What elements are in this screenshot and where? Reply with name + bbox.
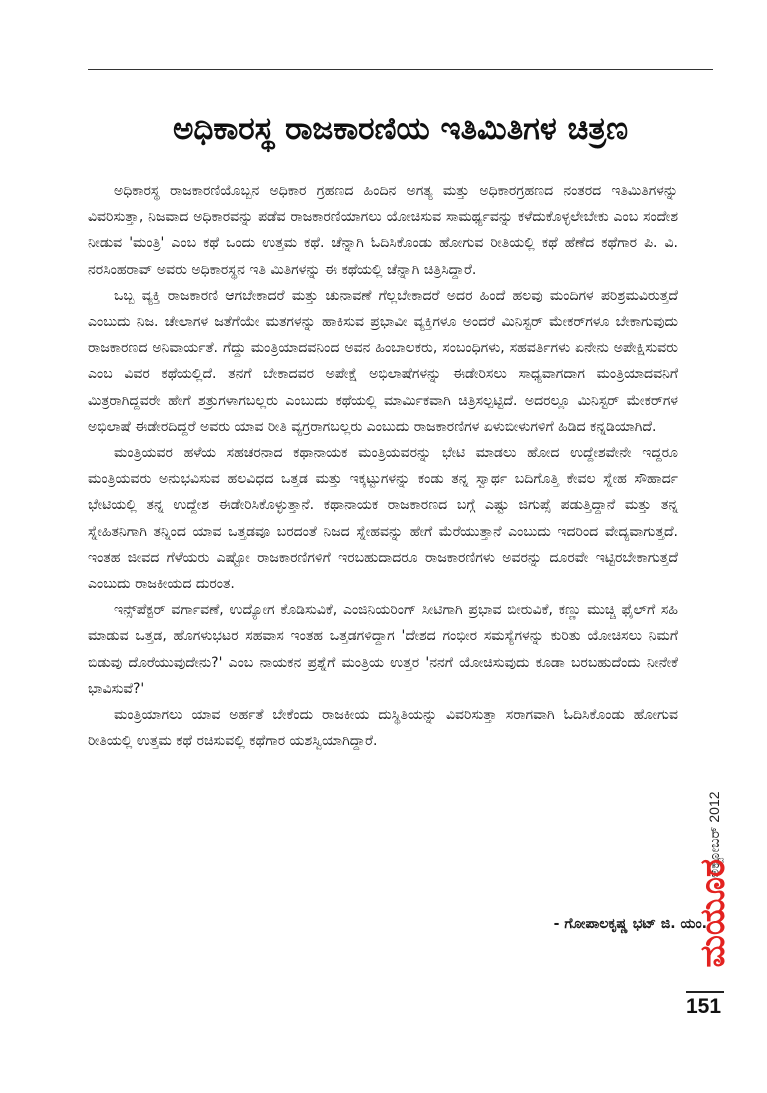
issue-date: ಅಕ್ಟೋಬರ್ 2012 (706, 791, 722, 878)
paragraph-1: ಅಧಿಕಾರಸ್ಥ ರಾಜಕಾರಣಿಯೊಬ್ಬನ ಅಧಿಕಾರ ಗ್ರಹಣದ ಹಿಂದಿನ ಅಗತ್ಯ ಮತ್ತು ಅಧಿಕಾರಗ್ರಹಣದ ನಂತರದ ಇತಿಮಿತಿಗಳನ್ನು ವಿವರಿಸುತ್ತಾ, ನಿಜವಾದ ಅಧಿಕಾರವನ್ನು ಪಡೆವ ರಾಜಕಾರಣಿಯಾಗಲು ಯೋಚಿಸುವ ಸಾಮರ್ಥ್ಯವನ್ನು ಕಳೆದುಕೊಳ್ಳಲೇಬೇಕು ಎಂಬ ಸಂದೇಶ ನೀಡುವ 'ಮಂತ್ರಿ' ಎಂಬ ಕಥೆ ಒಂದು ಉತ್ತಮ ಕಥೆ. ಚೆನ್ನಾಗಿ ಓದಿಸಿಕೊಂಡು ಹೋಗುವ ರೀತಿಯಲ್ಲಿ ಕಥೆ ಹೆಣೆದ ಕಥೆಗಾರ ಪಿ. ವಿ. ನರಸಿಂಹರಾವ್ ಅವರು ಅಧಿಕಾರಸ್ಥನ ಇತಿ ಮಿತಿಗಳನ್ನು ಈ ಕಥೆಯಲ್ಲಿ ಚೆನ್ನಾಗಿ ಚಿತ್ರಿಸಿದ್ದಾರೆ. (88, 183, 678, 278)
magazine-logo-text: ಮಯೂರ (693, 858, 733, 968)
magazine-logo (688, 858, 738, 968)
article-body (88, 178, 678, 754)
top-rule (88, 69, 713, 70)
article-title: ಅಧಿಕಾರಸ್ಥ ರಾಜಕಾರಣಿಯ ಇತಿಮಿತಿಗಳ ಚಿತ್ರಣ (172, 111, 629, 147)
page-number: 151 (686, 995, 722, 1018)
magazine-strip (684, 768, 744, 968)
paragraph-5: ಮಂತ್ರಿಯಾಗಲು ಯಾವ ಅರ್ಹತೆ ಬೇಕೆಂದು ರಾಜಕೀಯ ದುಸ್ಥಿತಿಯನ್ನು ವಿವರಿಸುತ್ತಾ ಸರಾಗವಾಗಿ ಓದಿಸಿಕೊಂಡು ಹೋಗುವ ರೀತಿಯಲ್ಲಿ ಉತ್ತಮ ಕಥೆ ರಚಿಸುವಲ್ಲಿ ಕಥೆಗಾರ ಯಶಸ್ವಿಯಾಗಿದ್ದಾರೆ. (88, 707, 678, 750)
paragraph-3: ಮಂತ್ರಿಯವರ ಹಳೆಯ ಸಹಚರನಾದ ಕಥಾನಾಯಕ ಮಂತ್ರಿಯವರನ್ನು ಭೇಟಿ ಮಾಡಲು ಹೋದ ಉದ್ದೇಶವೇನೇ ಇದ್ದರೂ ಮಂತ್ರಿಯವರು ಅನುಭವಿಸುವ ಹಲವಿಧದ ಒತ್ತಡ ಮತ್ತು ಇಕ್ಕಟ್ಟುಗಳನ್ನು ಕಂಡು ತನ್ನ ಸ್ವಾರ್ಥ ಬದಿಗೊತ್ತಿ ಕೇವಲ ಸ್ನೇಹ ಸೌಹಾರ್ದ ಭೇಟಿಯಲ್ಲಿ ತನ್ನ ಉದ್ದೇಶ ಈಡೇರಿಸಿಕೊಳ್ಳುತ್ತಾನೆ. ಕಥಾನಾಯಕ ರಾಜಕಾರಣದ ಬಗ್ಗೆ ಎಷ್ಟು ಜಿಗುಪ್ಸೆ ಪಡುತ್ತಿದ್ದಾನೆ ಮತ್ತು ತನ್ನ ಸ್ನೇಹಿತನಿಗಾಗಿ ತನ್ನಿಂದ ಯಾವ ಒತ್ತಡವೂ ಬರದಂತೆ ನಿಜದ ಸ್ನೇಹವನ್ನು ಹೇಗೆ ಮೆರೆಯುತ್ತಾನೆ ಎಂಬುದು ಇದರಿಂದ ವೇದ್ಯವಾಗುತ್ತದೆ. ಇಂತಹ ಜೀವದ ಗೆಳೆಯರು ಎಷ್ಟೋ ರಾಜಕಾರಣಿಗಳಿಗೆ ಇರಬಹುದಾದರೂ ರಾಜಕಾರಣಿಗಳು ಅವರನ್ನು ದೂರವೇ ಇಟ್ಟಿರಬೇಕಾಗುತ್ತದೆ ಎಂಬುದು ರಾಜಕೀಯದ ದುರಂತ. (88, 445, 678, 593)
paragraph-2: ಒಬ್ಬ ವ್ಯಕ್ತಿ ರಾಜಕಾರಣಿ ಆಗಬೇಕಾದರೆ ಮತ್ತು ಚುನಾವಣೆ ಗೆಲ್ಲಬೇಕಾದರೆ ಅದರ ಹಿಂದೆ ಹಲವು ಮಂದಿಗಳ ಪರಿಶ್ರಮವಿರುತ್ತದೆ ಎಂಬುದು ನಿಜ. ಚೇಲಾಗಳ ಜತೆಗೆಯೇ ಮತಗಳನ್ನು ಹಾಕಿಸುವ ಪ್ರಭಾವೀ ವ್ಯಕ್ತಿಗಳೂ ಅಂದರೆ ಮಿನಿಸ್ಟರ್ ಮೇಕರ್‌ಗಳೂ ಬೇಕಾಗುವುದು ರಾಜಕಾರಣದ ಅನಿವಾರ್ಯತೆ. ಗೆದ್ದು ಮಂತ್ರಿಯಾದವನಿಂದ ಅವನ ಹಿಂಬಾಲಕರು, ಸಂಬಂಧಿಗಳು, ಸಹವರ್ತಿಗಳು ಏನೇನು ಅಪೇಕ್ಷಿಸುವರು ಎಂಬ ವಿವರ ಕಥೆಯಲ್ಲಿದೆ. ತನಗೆ ಬೇಕಾದವರ ಅಪೇಕ್ಷೆ ಅಭಿಲಾಷೆಗಳನ್ನು ಈಡೇರಿಸಲು ಸಾಧ್ಯವಾಗದಾಗ ಮಂತ್ರಿಯಾದವನಿಗೆ ಮಿತ್ರರಾಗಿದ್ದವರೇ ಹೇಗೆ ಶತ್ರುಗಳಾಗಬಲ್ಲರು ಎಂಬುದು ಕಥೆಯಲ್ಲಿ ಮಾರ್ಮಿಕವಾಗಿ ಚಿತ್ರಿಸಲ್ಪಟ್ಟಿದೆ. ಅದರಲ್ಲೂ ಮಿನಿಸ್ಟರ್ ಮೇಕರ್‌ಗಳ ಅಭಿಲಾಷೆ ಈಡೇರದಿದ್ದರೆ ಅವರು ಯಾವ ರೀತಿ ವ್ಯಗ್ರರಾಗಬಲ್ಲರು ಎಂಬುದು ರಾಜಕಾರಣಿಗಳ ಏಳುಬೀಳುಗಳಿಗೆ ಹಿಡಿದ ಕನ್ನಡಿಯಾಗಿದೆ. (88, 287, 678, 435)
paragraph-4: ಇನ್ಸ್‌ಪೆಕ್ಟರ್ ವರ್ಗಾವಣೆ, ಉದ್ಯೋಗ ಕೊಡಿಸುವಿಕೆ, ಎಂಜಿನಿಯರಿಂಗ್ ಸೀಟಿಗಾಗಿ ಪ್ರಭಾವ ಬೀರುವಿಕೆ, ಕಣ್ಣು ಮುಚ್ಚಿ ಫೈಲ್‌ಗೆ ಸಹಿ ಮಾಡುವ ಒತ್ತಡ, ಹೊಗಳುಭಟರ ಸಹವಾಸ ಇಂತಹ ಒತ್ತಡಗಳಿದ್ದಾಗ 'ದೇಶದ ಗಂಭೀರ ಸಮಸ್ಯೆಗಳನ್ನು ಕುರಿತು ಯೋಚಿಸಲು ನಿಮಗೆ ಬಿಡುವು ದೊರೆಯುವುದೇನು?' ಎಂಬ ನಾಯಕನ ಪ್ರಶ್ನೆಗೆ ಮಂತ್ರಿಯ ಉತ್ತರ 'ನನಗೆ ಯೋಚಿಸುವುದು ಕೂಡಾ ಬರಬಹುದೆಂದು ನೀನೇಕೆ ಭಾವಿಸುವೆ?' (88, 602, 678, 697)
author-byline: - ಗೋಪಾಲಕೃಷ್ಣ ಭಟ್ ಜಿ. ಯಂ. (553, 916, 707, 932)
folio-rule (686, 991, 724, 993)
